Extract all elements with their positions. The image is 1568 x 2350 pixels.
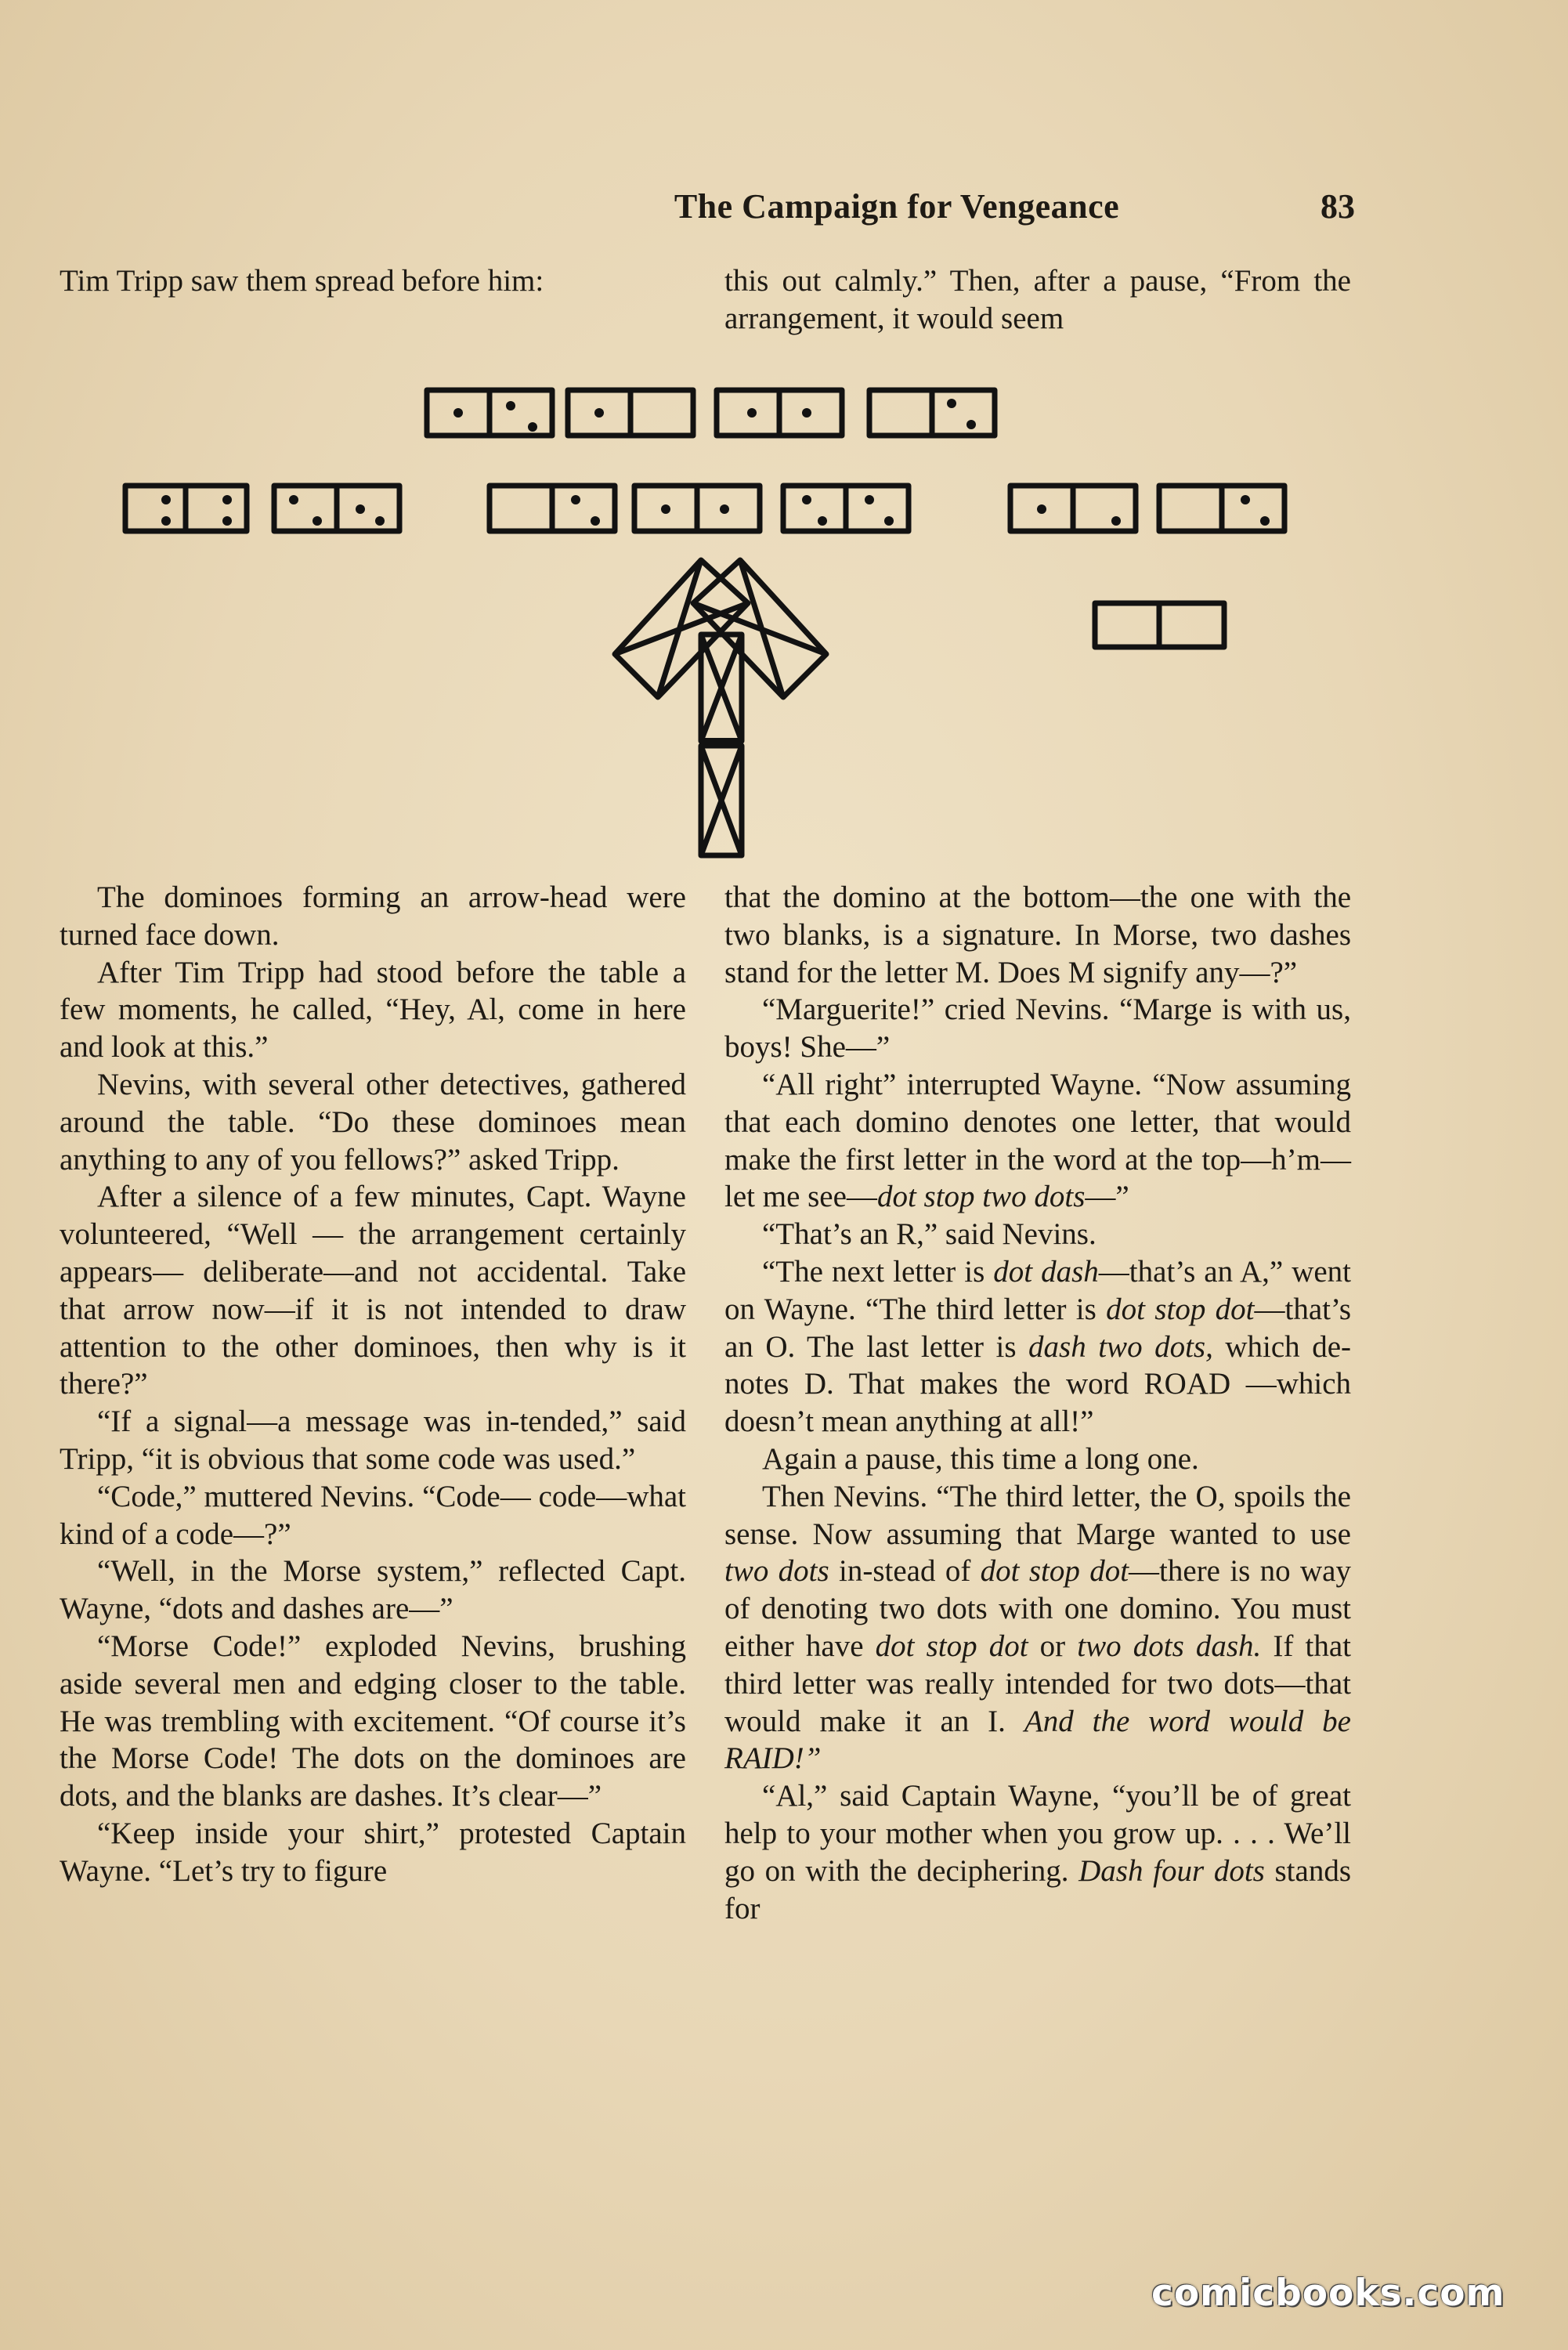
paragraph: “Marguerite!” cried Nevins. “Marge is with us, boys! She—” <box>724 992 1351 1065</box>
emphasis: two dots dash. <box>1077 1629 1262 1663</box>
right-column <box>724 879 1351 1927</box>
text-run: in-stead of <box>829 1554 981 1589</box>
paragraph: Again a pause, this time a long one. <box>762 1441 1199 1476</box>
arrow-head <box>615 560 826 697</box>
paragraph <box>724 1777 1351 1927</box>
site-watermark: comicbooks.com <box>1151 2272 1505 2315</box>
page-number: 83 <box>1321 187 1355 226</box>
paragraph <box>724 1253 1351 1441</box>
emphasis: dot dash <box>993 1254 1099 1289</box>
text-run: “Al,” said Captain Wayne, “you’ll be of great help to your mother when you grow up. . . . We’ll go on with the deciphering. <box>724 1779 1351 1888</box>
domino-row-middle <box>125 486 1284 531</box>
paragraph <box>724 1066 1351 1216</box>
emphasis: dot stop dot <box>980 1554 1129 1589</box>
paragraph: The dominoes forming an arrow-head were turned face down. <box>60 880 686 952</box>
text-run: If that third letter was really intended for two dots—that would make it an I. <box>724 1629 1351 1738</box>
text-run: which de-notes D. That makes the word ROAD —which doesn’t mean anything at all!” <box>724 1329 1351 1439</box>
intro-left <box>60 262 686 300</box>
text-run: —there is no way of denoting two dots with one domino. You must either have <box>724 1554 1351 1663</box>
paragraph: “Keep inside your shirt,” protested Captain Wayne. “Let’s try to figure <box>60 1816 686 1888</box>
emphasis: dot stop dot <box>1106 1292 1255 1326</box>
text-run: “The next letter is <box>762 1254 994 1289</box>
emphasis: And the word would be RAID!” <box>724 1704 1351 1776</box>
text-run: stands for <box>724 1853 1352 1925</box>
emphasis: dash two dots, <box>1028 1329 1213 1364</box>
emphasis: Dash four dots <box>1078 1853 1265 1888</box>
paragraph: After Tim Tripp had stood before the table a few moments, he called, “Hey, Al, come in here and look at this.” <box>60 955 686 1065</box>
text-run: “All right” interrupted Wayne. “Now assuming that each domino denotes one letter, that would make the first letter in the word at the top—h’m—let me see— <box>724 1067 1351 1214</box>
domino-illustration <box>0 360 1568 877</box>
emphasis: two dots <box>724 1554 829 1589</box>
left-column <box>60 879 686 1890</box>
text-run: Then Nevins. “The third letter, the O, spoils the sense. Now assuming that Marge wanted to use <box>724 1479 1351 1551</box>
text-run: —that’s an A,” went on Wayne. “The third letter is <box>724 1254 1352 1326</box>
paragraph: “If a signal—a message was in-tended,” said Tripp, “it is obvious that some code was used.” <box>60 1405 686 1476</box>
paragraph: “Code,” muttered Nevins. “Code— code—what kind of a code—?” <box>60 1479 686 1551</box>
intro-left-text: Tim Tripp saw them spread before him: <box>60 264 544 298</box>
paragraph: that the domino at the bottom—the one with the two blanks, is a signature. In Morse, two dashes stand for the letter M. Does M signify any—?” <box>724 880 1351 989</box>
paragraph: After a silence of a few minutes, Capt. Wayne volunteered, “Well — the arrangement certainly appears— deliberate—and not accidental. Take that arrow now—if it is not intended to draw attention to the other dominoes, then why is it there?” <box>60 1180 686 1401</box>
paragraph: “That’s an R,” said Nevins. <box>762 1217 1097 1252</box>
paragraph: “Well, in the Morse system,” reflected Capt. Wayne, “dots and dashes are—” <box>60 1554 686 1626</box>
text-run: —that’s an O. The last letter is <box>724 1292 1351 1364</box>
emphasis: dot stop two dots <box>876 1180 1086 1214</box>
text-run: or <box>1028 1629 1078 1663</box>
paragraph <box>724 1478 1351 1777</box>
paragraph: “Morse Code!” exploded Nevins, brushing aside several men and edging closer to the table. He was trembling with excitement. “Of course it’s the Morse Code! The dots on the dominoes are dots, and the blanks are dashes. It’s clear—” <box>60 1629 686 1813</box>
intro-right-text: this out calmly.” Then, after a pause, “From the arrangement, it would seem <box>724 264 1351 335</box>
emphasis: dot stop dot <box>875 1629 1028 1663</box>
intro-right <box>724 262 1351 338</box>
text-run: —” <box>1085 1180 1129 1214</box>
domino-row-top <box>427 390 995 436</box>
paragraph: Nevins, with several other detectives, gathered around the table. “Do these dominoes mean anything to any of you fellows?” asked Tripp. <box>60 1067 686 1177</box>
running-header: The Campaign for Vengeance <box>674 187 1120 226</box>
